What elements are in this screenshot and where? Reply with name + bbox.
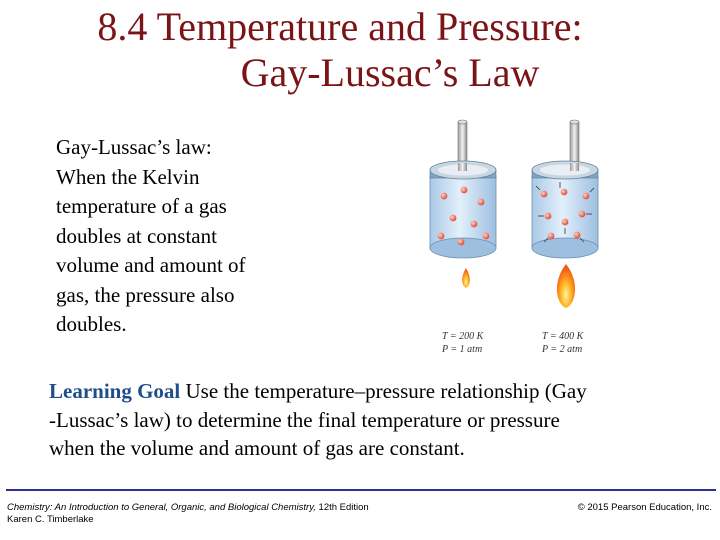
footer-copyright: © 2015 Pearson Education, Inc. (577, 502, 712, 513)
body-line: doubles. (56, 312, 127, 336)
footer-citation (7, 502, 369, 526)
gas-cylinders-figure (420, 118, 630, 363)
body-text (56, 133, 291, 340)
goal-text: Use the temperature–pressure relationship (Gay (185, 379, 587, 403)
goal-line (49, 377, 689, 406)
right-cylinder (532, 120, 598, 308)
footer-book-line (7, 502, 369, 514)
body-line: Gay-Lussac’s law: (56, 135, 212, 159)
body-line: temperature of a gas (56, 194, 227, 218)
book-edition: 12th Edition (315, 502, 369, 513)
goal-line: when the volume and amount of gas are constant. (49, 436, 465, 460)
left-temperature-label: T = 200 K (442, 331, 484, 342)
title-line-1: 8.4 Temperature and Pressure: (97, 4, 583, 49)
footer-author: Karen C. Timberlake (7, 514, 94, 525)
body-line: volume and amount of (56, 253, 246, 277)
left-pressure-label: P = 1 atm (442, 344, 483, 355)
title-line-2: Gay-Lussac’s Law (240, 50, 540, 95)
learning-goal-label: Learning Goal (49, 379, 181, 403)
goal-line: -Lussac’s law) to determine the final temperature or pressure (49, 407, 560, 432)
slide-title (0, 4, 720, 96)
right-temperature-label: T = 400 K (542, 331, 584, 342)
right-pressure-label: P = 2 atm (542, 344, 583, 355)
body-line: When the Kelvin (56, 164, 200, 189)
cylinder-illustration (420, 118, 630, 363)
learning-goal (49, 377, 689, 463)
body-line: doubles at constant (56, 223, 217, 248)
left-cylinder (430, 120, 496, 288)
body-line: gas, the pressure also (56, 282, 235, 307)
footer-divider (6, 489, 716, 491)
book-title: Chemistry: An Introduction to General, Organic, and Biological Chemistry, (7, 502, 316, 513)
